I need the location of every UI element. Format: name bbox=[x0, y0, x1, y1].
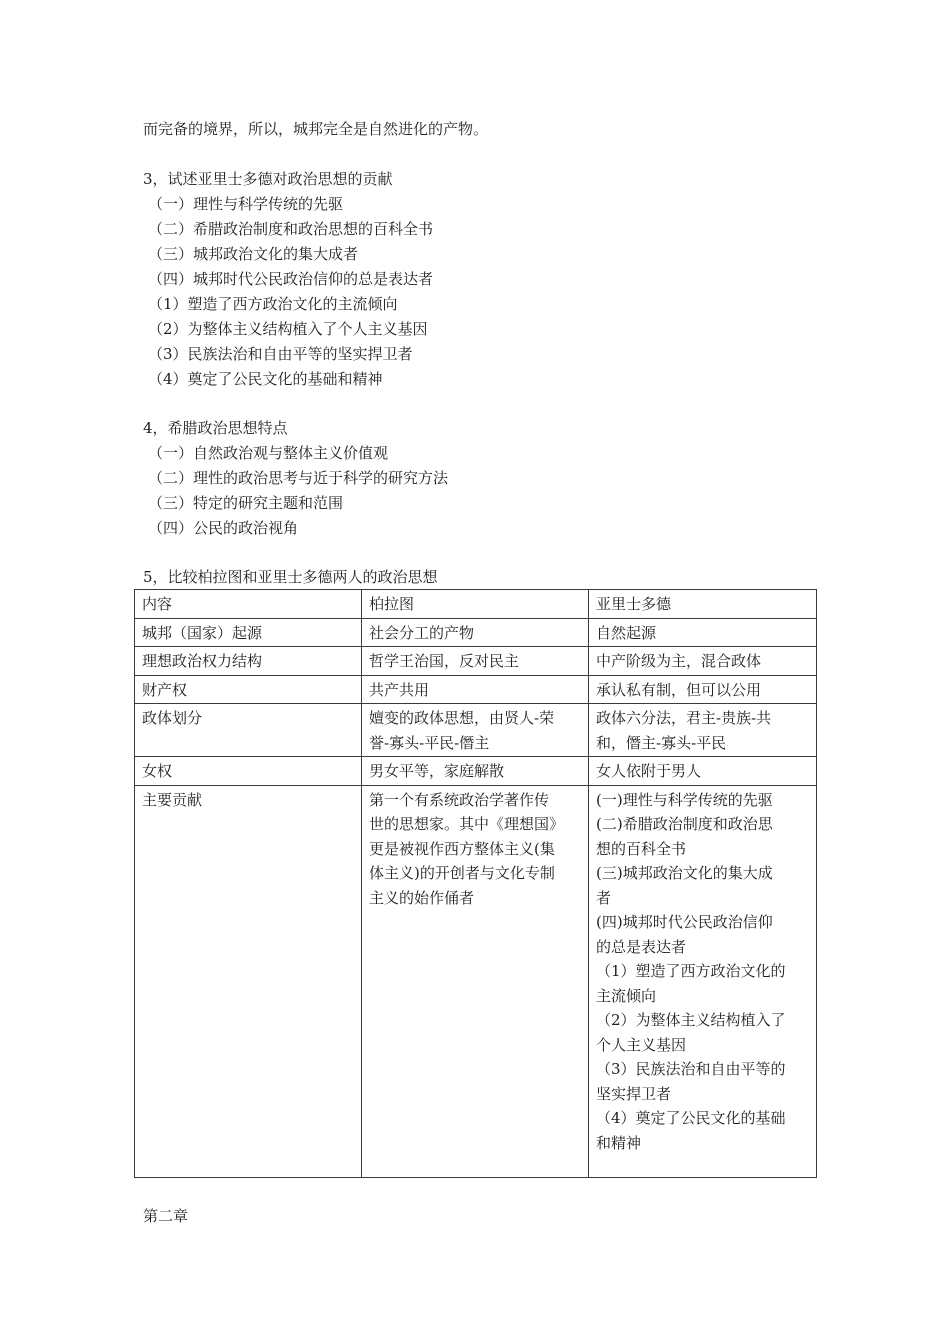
cell-text: （4）奠定了公民文化的基础 bbox=[596, 1109, 786, 1127]
cell-text: 共产共用 bbox=[369, 680, 430, 699]
cell-text: （2）为整体主义结构植入了 bbox=[596, 1011, 786, 1029]
cell-text: （3）民族法治和自由平等的 bbox=[596, 1060, 786, 1078]
table-row bbox=[135, 757, 817, 786]
aristotle-cell bbox=[589, 704, 817, 757]
cell-text: 想的百科全书 bbox=[596, 839, 687, 858]
cell-text: 第一个有系统政治学著作传 bbox=[369, 790, 550, 809]
table-row bbox=[135, 647, 817, 676]
q5-title: 5，比较柏拉图和亚里士多德两人的政治思想 bbox=[143, 568, 438, 586]
plato-cell bbox=[362, 647, 589, 676]
plato-cell bbox=[362, 757, 589, 786]
cell-text: 主流倾向 bbox=[596, 986, 657, 1005]
cell-text: 体主义)的开创者与文化专制 bbox=[369, 864, 555, 882]
cell-text: 哲学王治国，反对民主 bbox=[369, 652, 520, 670]
q3-item: （四）城邦时代公民政治信仰的总是表达者 bbox=[148, 270, 434, 288]
aristotle-cell bbox=[589, 675, 817, 704]
q4-item: （一）自然政治观与整体主义价值观 bbox=[148, 444, 389, 462]
plato-cell bbox=[362, 618, 589, 647]
q3-item: （二）希腊政治制度和政治思想的百科全书 bbox=[148, 220, 434, 238]
cell-text: 嬗变的政体思想，由贤人-荣 bbox=[369, 709, 555, 727]
cell-text: 自然起源 bbox=[596, 623, 657, 642]
cell-text: (二)希腊政治制度和政治思 bbox=[596, 815, 773, 833]
table-row bbox=[135, 785, 817, 1178]
cell-text: 男女平等，家庭解散 bbox=[369, 762, 505, 780]
topic-cell: 城邦（国家）起源 bbox=[135, 618, 362, 647]
topic-cell: 理想政治权力结构 bbox=[135, 647, 362, 676]
table-header-row bbox=[135, 590, 817, 619]
q4-title: 4，希腊政治思想特点 bbox=[143, 419, 288, 437]
cell-text: 和精神 bbox=[596, 1133, 642, 1152]
cell-text: 的总是表达者 bbox=[596, 937, 687, 956]
q3-item: （一）理性与科学传统的先驱 bbox=[148, 195, 344, 213]
q3-item: （三）城邦政治文化的集大成者 bbox=[148, 245, 359, 263]
cell-text: 社会分工的产物 bbox=[369, 623, 475, 642]
chapter-heading: 第二章 bbox=[143, 1207, 189, 1225]
cell-text: 女人依附于男人 bbox=[596, 762, 702, 780]
q3-title: 3，试述亚里士多德对政治思想的贡献 bbox=[143, 170, 393, 188]
cell-text: 承认私有制，但可以公用 bbox=[596, 680, 762, 699]
cell-text: 政体六分法，君主-贵族-共 bbox=[596, 709, 772, 727]
header-cell: 内容 bbox=[135, 590, 362, 619]
table-row bbox=[135, 675, 817, 704]
topic-cell: 女权 bbox=[135, 757, 362, 786]
cell-text: 主义的始作俑者 bbox=[369, 888, 475, 907]
aristotle-cell bbox=[589, 618, 817, 647]
topic-cell: 主要贡献 bbox=[135, 785, 362, 1178]
cell-text: 坚实捍卫者 bbox=[596, 1084, 672, 1103]
cell-text: 个人主义基因 bbox=[596, 1035, 687, 1054]
cell-text: 誉-寡头-平民-僭主 bbox=[369, 733, 490, 752]
header-cell: 亚里士多德 bbox=[589, 590, 817, 619]
q3-item: （2）为整体主义结构植入了个人主义基因 bbox=[148, 320, 428, 338]
plato-cell bbox=[362, 704, 589, 757]
intro-line: 而完备的境界，所以，城邦完全是自然进化的产物。 bbox=[143, 120, 489, 138]
cell-text: (三)城邦政治文化的集大成 bbox=[596, 864, 773, 882]
topic-cell: 财产权 bbox=[135, 675, 362, 704]
aristotle-cell bbox=[589, 647, 817, 676]
aristotle-cell bbox=[589, 757, 817, 786]
table-row bbox=[135, 618, 817, 647]
cell-text: 中产阶级为主，混合政体 bbox=[596, 652, 762, 670]
q3-item: （4）奠定了公民文化的基础和精神 bbox=[148, 370, 383, 388]
q4-item: （四）公民的政治视角 bbox=[148, 519, 299, 537]
q3-item: （1）塑造了西方政治文化的主流倾向 bbox=[148, 295, 398, 313]
plato-cell bbox=[362, 675, 589, 704]
cell-text: (一)理性与科学传统的先驱 bbox=[596, 790, 773, 809]
q4-item: （二）理性的政治思考与近于科学的研究方法 bbox=[148, 469, 449, 487]
q4-item: （三）特定的研究主题和范围 bbox=[148, 494, 344, 512]
plato-cell bbox=[362, 785, 589, 1178]
cell-text: 更是被视作西方整体主义(集 bbox=[369, 839, 555, 858]
aristotle-cell bbox=[589, 785, 817, 1178]
q3-item: （3）民族法治和自由平等的坚实捍卫者 bbox=[148, 345, 413, 363]
comparison-table bbox=[134, 589, 817, 1178]
cell-text: 者 bbox=[596, 888, 612, 907]
cell-text: (四)城邦时代公民政治信仰 bbox=[596, 913, 773, 931]
header-cell: 柏拉图 bbox=[362, 590, 589, 619]
table-row bbox=[135, 704, 817, 757]
cell-text: 和，僭主-寡头-平民 bbox=[596, 733, 727, 752]
cell-text: （1）塑造了西方政治文化的 bbox=[596, 962, 786, 980]
cell-text: 世的思想家。其中《理想国》 bbox=[369, 815, 565, 833]
topic-cell: 政体划分 bbox=[135, 704, 362, 757]
